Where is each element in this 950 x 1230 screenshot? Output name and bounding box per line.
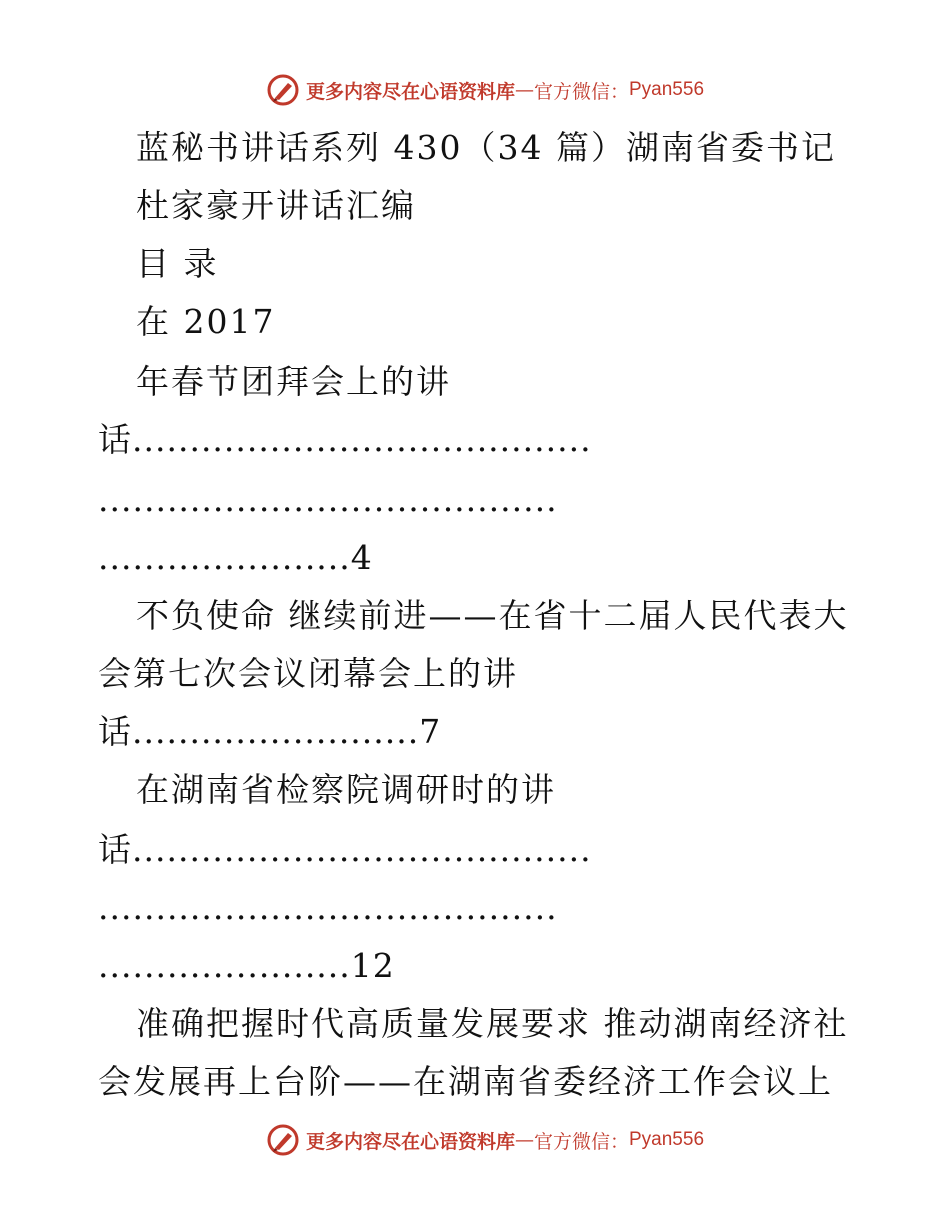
- watermark-wechat-label: 官方微信：: [533, 80, 629, 103]
- toc-entry-1-line-1: 在 2017: [136, 302, 276, 341]
- doc-title-line-1: 蓝秘书讲话系列 430（34 篇）湖南省委书记: [136, 128, 836, 167]
- toc-heading: 目 录: [136, 244, 219, 283]
- toc-entry-1-leader-1: 话........................................: [98, 420, 592, 459]
- toc-entry-1-page: ......................4: [98, 538, 373, 577]
- watermark-wechat-label: 官方微信：: [533, 1130, 629, 1153]
- toc-entry-2-page: 话.........................7: [98, 712, 442, 751]
- toc-entry-4-line-1: 准确把握时代高质量发展要求 推动湖南经济社: [136, 1004, 848, 1043]
- watermark-separator: —: [514, 79, 534, 101]
- toc-entry-3-line-1: 在湖南省检察院调研时的讲: [136, 770, 556, 809]
- toc-entry-4-line-2: 会发展再上台阶——在湖南省委经济工作会议上: [98, 1062, 833, 1101]
- watermark-header: [0, 70, 950, 110]
- doc-title-line-2: 杜家豪开讲话汇编: [136, 186, 416, 225]
- toc-entry-1-line-2: 年春节团拜会上的讲: [136, 362, 451, 401]
- toc-entry-3-leader-2: ........................................: [98, 888, 558, 927]
- toc-entry-2-line-1: 不负使命 继续前进——在省十二届人民代表大: [136, 596, 848, 635]
- toc-entry-2-line-2: 会第七次会议闭幕会上的讲: [98, 654, 518, 693]
- watermark-site-text: 更多内容尽在心语资料库: [305, 80, 515, 103]
- pen-logo-icon: [266, 1123, 300, 1157]
- toc-entry-1-leader-2: ........................................: [98, 480, 558, 519]
- watermark-separator: —: [514, 1129, 534, 1151]
- watermark-site-text: 更多内容尽在心语资料库: [305, 1130, 515, 1153]
- watermark-wechat-id: Pyan556: [629, 79, 705, 100]
- toc-entry-3-page: ......................12: [98, 946, 395, 985]
- toc-entry-3-leader-1: 话........................................: [98, 830, 592, 869]
- watermark-footer: [0, 1120, 950, 1160]
- pen-logo-icon: [266, 73, 300, 107]
- watermark-wechat-id: Pyan556: [629, 1129, 705, 1150]
